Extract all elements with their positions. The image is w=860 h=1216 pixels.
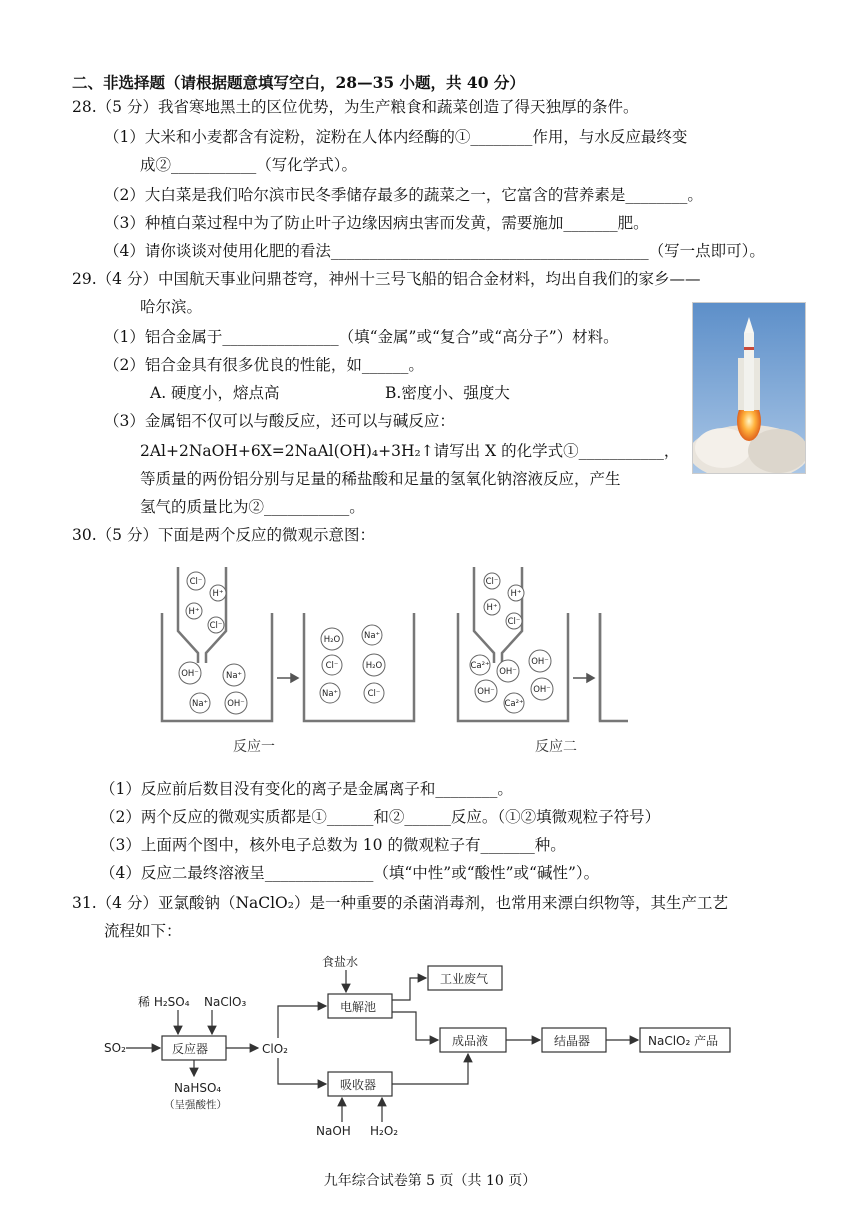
ion-oh: OH⁻ [531,657,549,667]
ion-cl: Cl⁻ [507,617,521,627]
box-crystallizer: 结晶器 [554,1034,591,1048]
q28-part1b: 成②___________（写化学式）。 [140,156,358,174]
box-reactor: 反应器 [172,1042,209,1056]
ion-ca: Ca²⁺ [470,661,490,671]
ion-cl: Cl⁻ [209,621,223,631]
q28-stem: 28.（5 分）我省寒地黑土的区位优势，为生产粮食和蔬菜创造了得天独厚的条件。 [72,98,639,116]
q29-part1: （1）铝合金属于_______________（填“金属”或“复合”或“高分子”）材料。 [104,328,619,346]
label-dilute-acid: 稀 H₂SO₄ [138,995,190,1009]
ion-h: H⁺ [510,589,522,599]
q28-part1a: （1）大米和小麦都含有淀粉，淀粉在人体内经酶的①________作用，与水反应最终变 [104,128,688,146]
label-salt-water: 食盐水 [322,955,359,969]
q29-part3: （3）金属铝不仅可以与酸反应，还可以与碱反应： [104,412,455,430]
box-electrolyzer: 电解池 [340,1000,377,1014]
process-flow-diagram [100,950,750,1140]
ion-cl: Cl⁻ [485,577,499,587]
ion-h: H⁺ [486,603,498,613]
label-naoh: NaOH [316,1124,351,1138]
q28-part3: （3）种植白菜过程中为了防止叶子边缘因病虫害而发黄，需要施加_______肥。 [104,214,649,232]
q31-stem: 31.（4 分）亚氯酸钠（NaClO₂）是一种重要的杀菌消毒剂，也常用来漂白织物等，其生产工艺 [72,894,728,912]
ion-cl: Cl⁻ [189,577,203,587]
ion-oh: OH⁻ [181,669,199,679]
q30-stem: 30.（5 分）下面是两个反应的微观示意图： [72,526,375,544]
q28-part2: （2）大白菜是我们哈尔滨市民冬季储存最多的蔬菜之一，它富含的营养素是________。 [104,186,703,204]
ion-na: Na⁺ [363,631,381,641]
reaction-micro-diagram [150,553,630,763]
molecule-h2o: H₂O [365,661,383,671]
ion-na: Na⁺ [225,671,243,681]
box-product: NaClO₂ 产品 [648,1034,719,1048]
molecule-h2o: H₂O [323,635,341,645]
q29-equation: 2Al+2NaOH+6X=2NaAl(OH)₄+3H₂↑请写出 X 的化学式①___________， [140,442,680,460]
ion-oh: OH⁻ [477,687,495,697]
q30-part2: （2）两个反应的微观实质都是①______和②______反应。（①②填微观粒子符号） [100,808,661,826]
label-nahso4: NaHSO₄ [174,1081,222,1095]
ion-ca: Ca²⁺ [504,699,524,709]
ion-oh: OH⁻ [499,667,517,677]
label-clo2: ClO₂ [262,1042,288,1056]
ion-h: H⁺ [212,589,224,599]
q29-stem: 29.（4 分）中国航天事业问鼎苍穹，神州十三号飞船的铝合金材料，均出自我们的家乡—— [72,270,701,288]
q28-part4: （4）请你谈谈对使用化肥的看法_________________________________________（写一点即可）。 [104,242,765,260]
section-title: 二、非选择题（请根据题意填写空白，28—35 小题，共 40 分） [72,73,525,92]
q29-option-b: B.密度小、强度大 [385,384,510,402]
label-waste-gas: 工业废气 [440,972,489,986]
q30-part3: （3）上面两个图中，核外电子总数为 10 的微观粒子有_______种。 [100,836,566,854]
q29-part3-end: 氢气的质量比为②___________。 [140,498,365,516]
label-h2o2: H₂O₂ [370,1124,399,1138]
ion-na: Na⁺ [321,689,339,699]
ion-oh: OH⁻ [227,699,245,709]
ion-cl: Cl⁻ [367,689,381,699]
ion-h: H⁺ [188,607,200,617]
q29-part2: （2）铝合金具有很多优良的性能，如______。 [104,356,424,374]
label-nahso4-note: （呈强酸性） [164,1099,227,1111]
box-product-liquid: 成品液 [452,1034,489,1048]
page-footer: 九年综合试卷第 5 页（共 10 页） [323,1173,537,1189]
q29-option-a: A. 硬度小，熔点高 [150,384,280,402]
reaction1-label: 反应一 [233,739,275,755]
ion-cl: Cl⁻ [325,661,339,671]
box-absorber: 吸收器 [340,1078,377,1092]
label-so2: SO₂ [104,1041,126,1055]
ion-oh: OH⁻ [533,685,551,695]
label-naclo3: NaClO₃ [204,995,247,1009]
q30-part1: （1）反应前后数目没有变化的离子是金属离子和________。 [100,780,513,798]
ion-na: Na⁺ [191,699,209,709]
q31-stem-cont: 流程如下： [104,922,182,940]
q29-part3-cont: 等质量的两份铝分别与足量的稀盐酸和足量的氢氧化钠溶液反应，产生 [140,470,621,488]
rocket-launch-image [692,302,806,474]
q29-stem-cont: 哈尔滨。 [140,298,203,316]
q30-part4: （4）反应二最终溶液呈______________（填“中性”或“酸性”或“碱性”）。 [100,864,600,882]
reaction2-label: 反应二 [535,739,577,755]
